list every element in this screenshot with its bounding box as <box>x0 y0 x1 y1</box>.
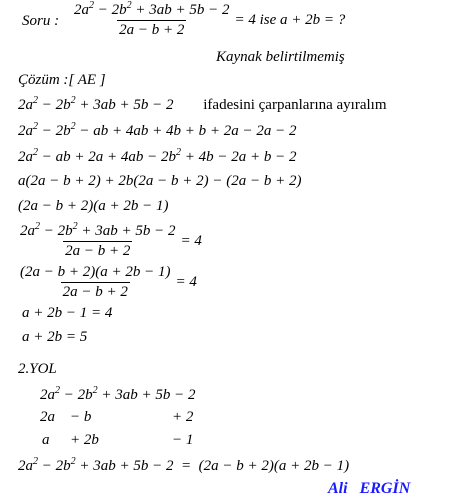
solution-line-7: a + 2b = 5 <box>22 329 88 345</box>
question-condition: = 4 ise a + 2b = ? <box>234 12 346 28</box>
fraction-1-numerator: $2a^2 - 2b^2 + 3ab + 5b - 2$ <box>20 221 176 239</box>
solution-line-1-text: ifadesini çarpanlarına ayıralım <box>203 97 387 113</box>
fraction-1-denominator: 2a − b + 2 <box>65 243 131 259</box>
solution-line-2: $2a^2 - 2b^2$ − ab + 4ab + 4b + b + 2a − 2a − 2 <box>18 121 297 139</box>
fraction-2-denominator: 2a − b + 2 <box>62 284 128 300</box>
solution-line-5: (2a − b + 2)(a + 2b − 1) <box>18 198 169 214</box>
method-2-final: $2a^2 - 2b^2 + 3ab + 5b - 2 = (2a - b + 2)(a + 2b - 1)$ <box>18 456 350 474</box>
author-signature: Ali ERGİN <box>328 480 411 497</box>
method-2-row-2-col-1: a <box>42 432 50 448</box>
question-fraction <box>72 2 345 39</box>
solution-line-1 <box>18 96 387 114</box>
solution-line-6: a + 2b − 1 = 4 <box>22 305 113 321</box>
method-2-row-2-col-2: + 2b <box>70 432 99 448</box>
question-numerator: $2a^2 - 2b^2 + 3ab + 5b - 2$ <box>74 0 230 18</box>
question-denominator: 2a − b + 2 <box>119 22 185 38</box>
fraction-2-rhs: = 4 <box>175 274 197 290</box>
solution-line-3: $2a^2$ − ab + $2a + 4ab - 2b^2 + 4b - 2a + b - 2$ <box>18 147 297 165</box>
solution-fraction-2 <box>18 264 197 301</box>
fraction-2-numerator: (2a − b + 2)(a + 2b − 1) <box>20 264 171 280</box>
solution-line-4: a(2a − b + 2) + 2b(2a − b + 2) − (2a − b + 2) <box>18 173 302 189</box>
fraction-1-rhs: = 4 <box>180 233 202 249</box>
method-2-row-1-col-1: 2a <box>40 409 55 425</box>
method-2-row-1-col-2: − b <box>70 409 92 425</box>
method-2-header: 2.YOL <box>18 361 57 377</box>
source-note: Kaynak belirtilmemiş <box>216 49 345 65</box>
method-2-row-2-col-3: − 1 <box>172 432 194 448</box>
solution-line-1-expr: $2a^2 - 2b^2 + 3ab + 5b - 2$ <box>18 95 174 113</box>
method-2-row-1-col-3: + 2 <box>172 409 194 425</box>
method-2-expression: $2a^2 - 2b^2 + 3ab + 5b - 2$ <box>40 385 196 403</box>
solution-header: Çözüm :[ AE ] <box>18 72 106 88</box>
question-label: Soru : <box>22 13 60 29</box>
solution-fraction-1 <box>18 223 202 260</box>
